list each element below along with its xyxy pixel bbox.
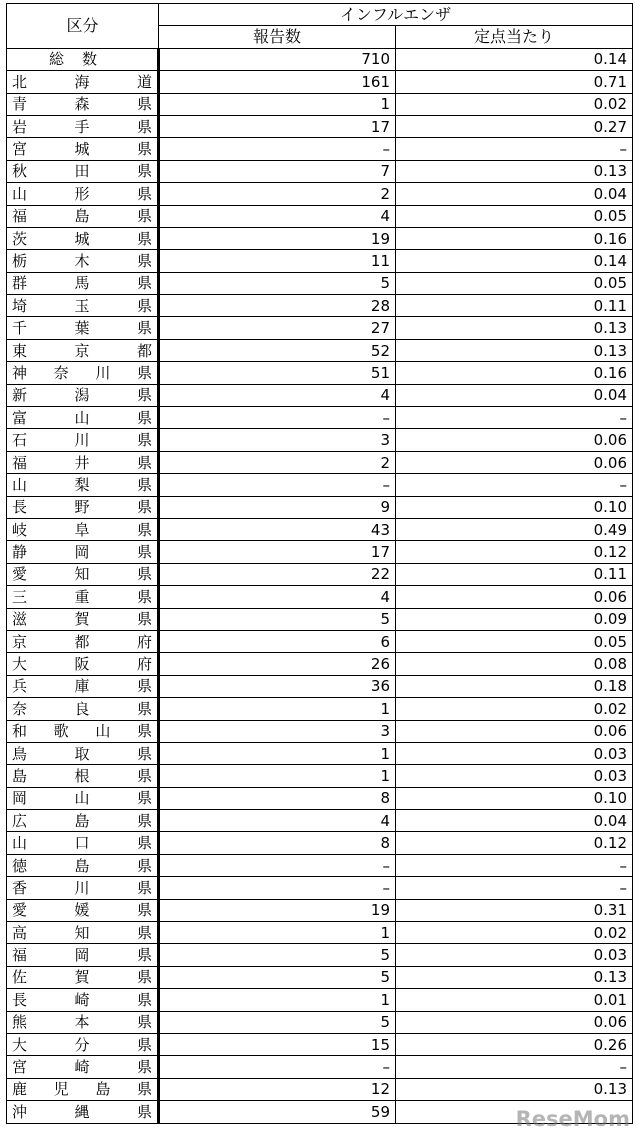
prefecture-name — [7, 608, 159, 630]
prefecture-label: 宮 城 県 — [12, 140, 152, 159]
prefecture-label: 富 山 県 — [12, 408, 152, 427]
prefecture-label: 岐 阜 県 — [12, 520, 152, 539]
report-count: 1 — [159, 922, 396, 944]
prefecture-name — [7, 653, 159, 675]
prefecture-name — [7, 586, 159, 608]
total-row — [7, 48, 633, 70]
per-site-value: – — [396, 407, 633, 429]
table-row — [7, 608, 633, 630]
table-row — [7, 1078, 633, 1100]
per-site-value: 0.03 — [396, 742, 633, 764]
report-count: 5 — [159, 944, 396, 966]
per-site-value: 0.27 — [396, 115, 633, 137]
per-site-value: – — [396, 1056, 633, 1078]
per-site-value: 0.03 — [396, 765, 633, 787]
prefecture-name — [7, 295, 159, 317]
report-count: 2 — [159, 183, 396, 205]
prefecture-label: 島 根 県 — [12, 766, 152, 785]
prefecture-label: 宮 崎 県 — [12, 1058, 152, 1077]
prefecture-name — [7, 944, 159, 966]
table-row — [7, 429, 633, 451]
per-site-value: 0.12 — [396, 832, 633, 854]
per-site-value: 0.49 — [396, 518, 633, 540]
prefecture-name — [7, 205, 159, 227]
prefecture-name — [7, 474, 159, 496]
prefecture-label: 愛 媛 県 — [12, 901, 152, 920]
table-row — [7, 877, 633, 899]
table-row — [7, 71, 633, 93]
table-row — [7, 362, 633, 384]
prefecture-label: 鹿 児 島 県 — [12, 1080, 152, 1099]
prefecture-name — [7, 1033, 159, 1055]
table-row — [7, 854, 633, 876]
prefecture-name — [7, 541, 159, 563]
prefecture-label: 鳥 取 県 — [12, 744, 152, 763]
table-row — [7, 295, 633, 317]
prefecture-label: 香 川 県 — [12, 878, 152, 897]
prefecture-name — [7, 362, 159, 384]
per-site-value: 0.13 — [396, 339, 633, 361]
per-site-value: 0.06 — [396, 586, 633, 608]
per-site-value: 0.01 — [396, 989, 633, 1011]
report-count: 8 — [159, 832, 396, 854]
prefecture-label: 青 森 県 — [12, 95, 152, 114]
report-count: 22 — [159, 563, 396, 585]
table-row — [7, 227, 633, 249]
report-count: 17 — [159, 115, 396, 137]
prefecture-label: 石 川 県 — [12, 431, 152, 450]
prefecture-label: 神 奈 川 県 — [12, 363, 152, 382]
per-site-value: – — [396, 877, 633, 899]
table-body — [7, 48, 633, 1123]
prefecture-label: 群 馬 県 — [12, 274, 152, 293]
per-site-value: 0.26 — [396, 1033, 633, 1055]
report-count: 19 — [159, 899, 396, 921]
prefecture-label: 高 知 県 — [12, 923, 152, 942]
prefecture-label: 福 島 県 — [12, 207, 152, 226]
report-count: 28 — [159, 295, 396, 317]
report-count: – — [159, 474, 396, 496]
prefecture-name — [7, 989, 159, 1011]
prefecture-name — [7, 720, 159, 742]
prefecture-label: 岡 山 県 — [12, 789, 152, 808]
report-count: 12 — [159, 1078, 396, 1100]
total-label: 総数 — [7, 48, 159, 70]
report-count: 4 — [159, 810, 396, 832]
per-site-value: 0.06 — [396, 720, 633, 742]
prefecture-name — [7, 138, 159, 160]
table-row — [7, 720, 633, 742]
total-per-site: 0.14 — [396, 48, 633, 70]
per-site-value: 0.11 — [396, 563, 633, 585]
per-site-value: 0.02 — [396, 922, 633, 944]
prefecture-label: 兵 庫 県 — [12, 677, 152, 696]
prefecture-name — [7, 183, 159, 205]
prefecture-label: 岩 手 県 — [12, 117, 152, 136]
prefecture-name — [7, 698, 159, 720]
prefecture-name — [7, 429, 159, 451]
prefecture-label: 熊 本 県 — [12, 1013, 152, 1032]
per-site-value: 0.13 — [396, 317, 633, 339]
prefecture-name — [7, 877, 159, 899]
per-site-value: 0.06 — [396, 429, 633, 451]
per-site-value: 0.02 — [396, 93, 633, 115]
report-count: 5 — [159, 1011, 396, 1033]
prefecture-label: 山 口 県 — [12, 834, 152, 853]
prefecture-name — [7, 384, 159, 406]
report-count: 17 — [159, 541, 396, 563]
per-site-value: 0.71 — [396, 71, 633, 93]
per-site-value: 0.06 — [396, 1011, 633, 1033]
report-count: 1 — [159, 989, 396, 1011]
report-count: – — [159, 854, 396, 876]
prefecture-label: 滋 賀 県 — [12, 610, 152, 629]
prefecture-name — [7, 742, 159, 764]
table-row — [7, 541, 633, 563]
prefecture-name — [7, 854, 159, 876]
prefecture-label: 福 井 県 — [12, 453, 152, 472]
per-site-value: 0.10 — [396, 787, 633, 809]
report-count: 8 — [159, 787, 396, 809]
table-row — [7, 899, 633, 921]
report-count: 11 — [159, 250, 396, 272]
report-count: 26 — [159, 653, 396, 675]
header-kubun: 区分 — [7, 4, 159, 49]
table-row — [7, 250, 633, 272]
report-count: 2 — [159, 451, 396, 473]
report-count: 43 — [159, 518, 396, 540]
report-count: 4 — [159, 205, 396, 227]
prefecture-name — [7, 272, 159, 294]
prefecture-name — [7, 787, 159, 809]
prefecture-name — [7, 899, 159, 921]
prefecture-label: 佐 賀 県 — [12, 968, 152, 987]
header-reports: 報告数 — [159, 26, 396, 48]
table-row — [7, 1011, 633, 1033]
report-count: 1 — [159, 698, 396, 720]
prefecture-name — [7, 1078, 159, 1100]
prefecture-label: 三 重 県 — [12, 587, 152, 606]
table-row — [7, 653, 633, 675]
per-site-value: 0.05 — [396, 630, 633, 652]
table-row — [7, 474, 633, 496]
table-row — [7, 698, 633, 720]
table-row — [7, 451, 633, 473]
prefecture-label: 奈 良 県 — [12, 699, 152, 718]
report-count: 1 — [159, 93, 396, 115]
report-count: 7 — [159, 160, 396, 182]
prefecture-name — [7, 115, 159, 137]
prefecture-name — [7, 93, 159, 115]
per-site-value: 0.14 — [396, 250, 633, 272]
prefecture-label: 埼 玉 県 — [12, 296, 152, 315]
report-count: 161 — [159, 71, 396, 93]
prefecture-name — [7, 339, 159, 361]
table-row — [7, 586, 633, 608]
table-row — [7, 966, 633, 988]
report-count: 6 — [159, 630, 396, 652]
report-count: – — [159, 1056, 396, 1078]
table-row — [7, 922, 633, 944]
table-row — [7, 518, 633, 540]
prefecture-label: 秋 田 県 — [12, 162, 152, 181]
table-row — [7, 183, 633, 205]
report-count: 3 — [159, 429, 396, 451]
table-row — [7, 787, 633, 809]
table-row — [7, 630, 633, 652]
table-row — [7, 160, 633, 182]
prefecture-label: 茨 城 県 — [12, 229, 152, 248]
prefecture-name — [7, 563, 159, 585]
report-count: 59 — [159, 1101, 396, 1123]
report-count: 9 — [159, 496, 396, 518]
per-site-value: 0.11 — [396, 295, 633, 317]
prefecture-label: 静 岡 県 — [12, 543, 152, 562]
per-site-value: 0.10 — [396, 496, 633, 518]
table-row — [7, 1033, 633, 1055]
report-count: 4 — [159, 586, 396, 608]
per-site-value: 0.06 — [396, 451, 633, 473]
prefecture-label: 北 海 道 — [12, 72, 152, 91]
prefecture-name — [7, 675, 159, 697]
prefecture-name — [7, 250, 159, 272]
prefecture-label: 新 潟 県 — [12, 386, 152, 405]
prefecture-label: 広 島 県 — [12, 811, 152, 830]
prefecture-name — [7, 160, 159, 182]
prefecture-name — [7, 317, 159, 339]
per-site-value: – — [396, 138, 633, 160]
prefecture-name — [7, 630, 159, 652]
per-site-value: 0.18 — [396, 675, 633, 697]
table-row — [7, 317, 633, 339]
report-count: 1 — [159, 742, 396, 764]
table-row — [7, 407, 633, 429]
report-count: 5 — [159, 608, 396, 630]
prefecture-name — [7, 922, 159, 944]
report-count: 52 — [159, 339, 396, 361]
per-site-value: 0.13 — [396, 966, 633, 988]
prefecture-label: 長 崎 県 — [12, 990, 152, 1009]
header-per-site: 定点当たり — [396, 26, 633, 48]
prefecture-name — [7, 765, 159, 787]
prefecture-name — [7, 1056, 159, 1078]
table-row — [7, 675, 633, 697]
prefecture-name — [7, 518, 159, 540]
report-count: 36 — [159, 675, 396, 697]
per-site-value: 0.09 — [396, 608, 633, 630]
report-count: – — [159, 877, 396, 899]
prefecture-label: 和 歌 山 県 — [12, 722, 152, 741]
table-row — [7, 765, 633, 787]
table-row — [7, 115, 633, 137]
prefecture-label: 東 京 都 — [12, 341, 152, 360]
table-row — [7, 384, 633, 406]
table-row — [7, 989, 633, 1011]
per-site-value: 0.05 — [396, 272, 633, 294]
per-site-value: 0.13 — [396, 160, 633, 182]
prefecture-label: 山 梨 県 — [12, 475, 152, 494]
prefecture-label: 千 葉 県 — [12, 319, 152, 338]
prefecture-name — [7, 451, 159, 473]
prefecture-name — [7, 1101, 159, 1123]
prefecture-name — [7, 71, 159, 93]
prefecture-name — [7, 810, 159, 832]
table-row — [7, 205, 633, 227]
per-site-value: 0.13 — [396, 1078, 633, 1100]
table-row — [7, 832, 633, 854]
prefecture-label: 福 岡 県 — [12, 946, 152, 965]
prefecture-label: 大 分 県 — [12, 1035, 152, 1054]
per-site-value: – — [396, 474, 633, 496]
report-count: 19 — [159, 227, 396, 249]
per-site-value: 0.03 — [396, 944, 633, 966]
report-count: 5 — [159, 966, 396, 988]
per-site-value: 0.31 — [396, 899, 633, 921]
prefecture-name — [7, 1011, 159, 1033]
table-row — [7, 93, 633, 115]
report-count: 51 — [159, 362, 396, 384]
per-site-value: 0.02 — [396, 698, 633, 720]
prefecture-label: 京 都 府 — [12, 632, 152, 651]
prefecture-name — [7, 407, 159, 429]
prefecture-name — [7, 832, 159, 854]
table-row — [7, 742, 633, 764]
report-count: – — [159, 407, 396, 429]
prefecture-label: 徳 島 県 — [12, 856, 152, 875]
report-count: 5 — [159, 272, 396, 294]
influenza-table — [6, 3, 633, 1124]
per-site-value: 0.04 — [396, 183, 633, 205]
prefecture-name — [7, 496, 159, 518]
per-site-value: – — [396, 854, 633, 876]
per-site-value: 0.04 — [396, 384, 633, 406]
per-site-value: 0.16 — [396, 227, 633, 249]
report-count: 27 — [159, 317, 396, 339]
table-row — [7, 563, 633, 585]
report-count: 4 — [159, 384, 396, 406]
per-site-value: 0.05 — [396, 205, 633, 227]
total-reports: 710 — [159, 48, 396, 70]
prefecture-label: 愛 知 県 — [12, 565, 152, 584]
report-count: 1 — [159, 765, 396, 787]
prefecture-name — [7, 966, 159, 988]
per-site-value: 0.04 — [396, 810, 633, 832]
table-row — [7, 272, 633, 294]
prefecture-label: 山 形 県 — [12, 184, 152, 203]
per-site-value: 0.16 — [396, 362, 633, 384]
per-site-value: 0.12 — [396, 541, 633, 563]
report-count: – — [159, 138, 396, 160]
prefecture-name — [7, 227, 159, 249]
table-header — [7, 4, 633, 49]
table-row — [7, 496, 633, 518]
table-row — [7, 944, 633, 966]
prefecture-label: 長 野 県 — [12, 498, 152, 517]
per-site-value: 0.08 — [396, 653, 633, 675]
header-influenza: インフルエンザ — [159, 4, 633, 26]
prefecture-label: 栃 木 県 — [12, 251, 152, 270]
report-count: 3 — [159, 720, 396, 742]
table-row — [7, 1056, 633, 1078]
table-row — [7, 339, 633, 361]
table-row — [7, 810, 633, 832]
resemom-watermark-logo: ReseMom — [515, 1107, 630, 1131]
prefecture-label: 沖 縄 県 — [12, 1102, 152, 1121]
prefecture-label: 大 阪 府 — [12, 655, 152, 674]
report-count: 15 — [159, 1033, 396, 1055]
table-row — [7, 138, 633, 160]
